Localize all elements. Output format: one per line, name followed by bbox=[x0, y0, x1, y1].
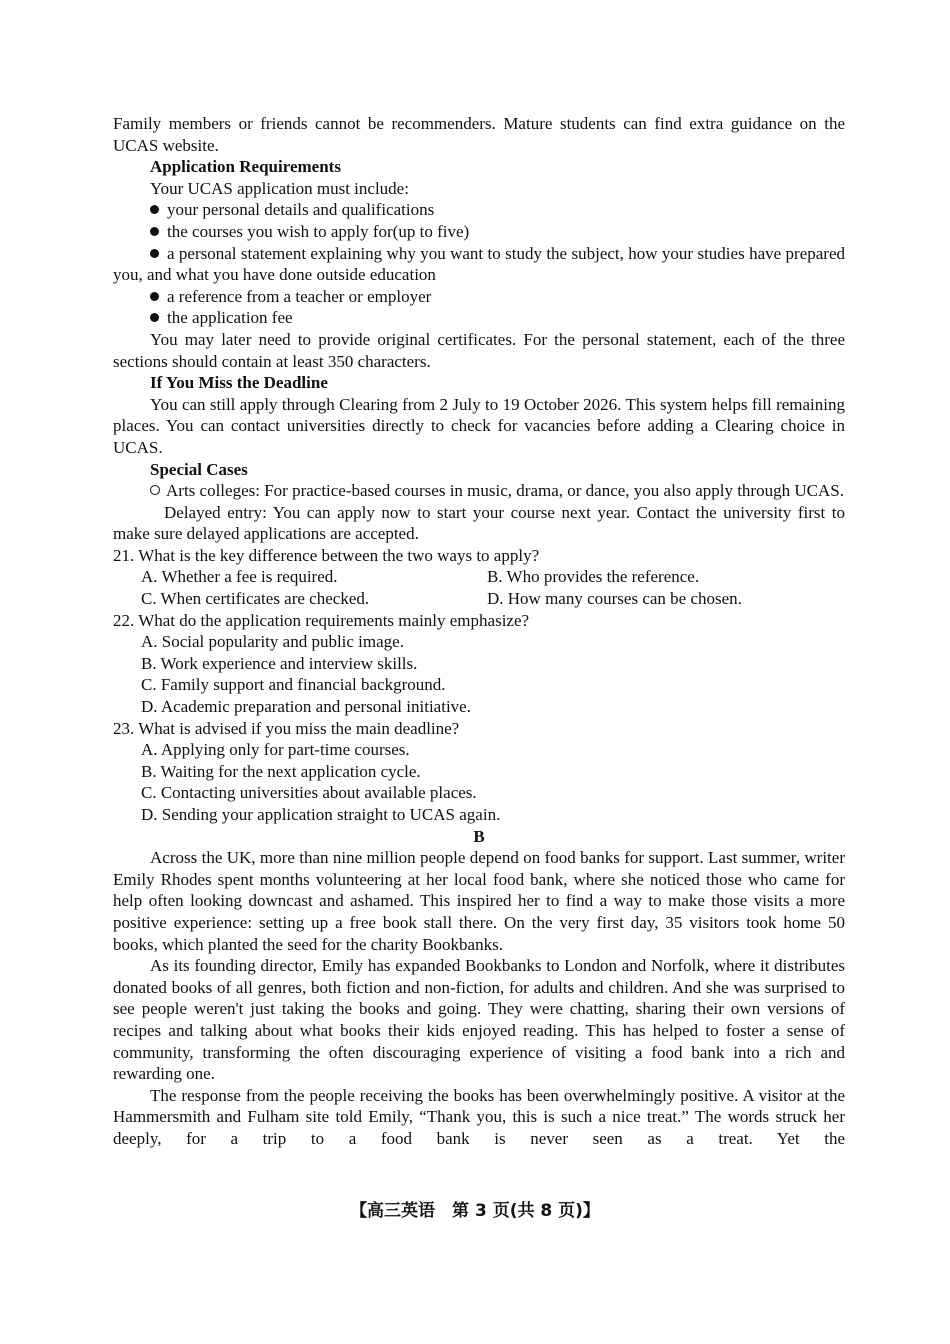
question-21-option-b: B. Who provides the reference. bbox=[487, 567, 700, 587]
question-22-stem: 22. What do the application requirements mainly emphasize? bbox=[113, 610, 530, 630]
question-21-options-row bbox=[113, 566, 845, 588]
question-23-option-c: C. Contacting universities about available places. bbox=[141, 783, 477, 803]
bullet-item: your personal details and qualifications bbox=[113, 199, 845, 221]
bullet-item: the application fee bbox=[113, 307, 845, 329]
question-21-option-d: D. How many courses can be chosen. bbox=[487, 589, 742, 609]
circle-bullet-icon bbox=[150, 485, 160, 495]
question-21-options-row bbox=[113, 588, 845, 610]
question-23-option-b: B. Waiting for the next application cycle. bbox=[141, 761, 421, 781]
question-22-option-a: A. Social popularity and public image. bbox=[141, 632, 404, 652]
question-23-option-a: A. Applying only for part-time courses. bbox=[141, 740, 410, 760]
bullet-icon bbox=[150, 313, 159, 322]
page-footer: 【高三英语 第 3 页(共 8 页)】 bbox=[350, 1201, 600, 1221]
question-23-option-d: D. Sending your application straight to UCAS again. bbox=[141, 805, 501, 824]
section-b-heading: B bbox=[473, 826, 485, 846]
question-22-option-b: B. Work experience and interview skills. bbox=[141, 653, 418, 673]
question-21-option-a: A. Whether a fee is required. bbox=[141, 567, 338, 587]
delayed-entry-paragraph: Delayed entry: You can apply now to start your course next year. Contact the university first to make sure delayed applications are accepted. bbox=[113, 502, 845, 544]
question-22-option-d: D. Academic preparation and personal initiative. bbox=[141, 697, 471, 717]
passage-b-paragraph-3: The response from the people receiving the books has been overwhelmingly positive. A visitor at the Hammersmith and Fulham site told Emily, “Thank you, this is such a nice treat.” The words struck her deeply, for a trip to a food bank is never seen as a treat. Yet the bbox=[113, 1085, 845, 1148]
bullet-icon bbox=[150, 227, 159, 236]
bullet-icon bbox=[150, 249, 159, 258]
question-21-stem: 21. What is the key difference between the two ways to apply? bbox=[113, 545, 540, 565]
must-include-line: Your UCAS application must include: bbox=[150, 178, 409, 198]
question-22-option-c: C. Family support and financial background. bbox=[141, 675, 446, 695]
question-21-option-c: C. When certificates are checked. bbox=[141, 589, 370, 609]
bullet-icon bbox=[150, 205, 159, 214]
arts-colleges-paragraph: Arts colleges: For practice-based courses in music, drama, or dance, you also apply through UCAS. bbox=[113, 480, 845, 502]
heading-missed-deadline: If You Miss the Deadline bbox=[150, 373, 328, 393]
passage-b-paragraph-1: Across the UK, more than nine million people depend on food banks for support. Last summer, writer Emily Rhodes spent months volunteering at her local food bank, where she noticed those who came for help often looking downcast and ashamed. This inspired her to find a way to make those visits a more positive experience: setting up a free book stall there. On the very first day, 35 visitors took home 50 books, which planted the seed for the charity Bookbanks. bbox=[113, 848, 845, 954]
intro-paragraph: Family members or friends cannot be recommenders. Mature students can find extra guidance on the UCAS website. bbox=[113, 114, 845, 155]
bullet-item: a reference from a teacher or employer bbox=[113, 286, 845, 308]
bullet-item: the courses you wish to apply for(up to five) bbox=[113, 221, 845, 243]
heading-special-cases: Special Cases bbox=[150, 459, 248, 479]
passage-b-paragraph-2: As its founding director, Emily has expanded Bookbanks to London and Norfolk, where it distributes donated books of all genres, both fiction and non-fiction, for adults and children. And she was surprised to see people weren't just taking the books and going. They were chatting, sharing their own versions of recipes and talking about what books their kids enjoyed reading. This has helped to foster a sense of community, transforming the often discouraging experience of visiting a food bank into a rich and rewarding one. bbox=[113, 956, 845, 1084]
question-23-stem: 23. What is advised if you miss the main deadline? bbox=[113, 718, 460, 738]
page-content bbox=[113, 113, 845, 1150]
bullet-icon bbox=[150, 292, 159, 301]
clearing-paragraph: You can still apply through Clearing from 2 July to 19 October 2026. This system helps fill remaining places. You can contact universities directly to check for vacancies before adding a Clearing choice in UCAS. bbox=[113, 394, 845, 457]
later-certificates-paragraph: You may later need to provide original certificates. For the personal statement, each of the three sections should contain at least 350 characters. bbox=[113, 329, 845, 371]
heading-application-requirements: Application Requirements bbox=[150, 157, 341, 177]
bullet-item: a personal statement explaining why you want to study the subject, how your studies have prepared you, and what you have done outside education bbox=[113, 243, 845, 285]
